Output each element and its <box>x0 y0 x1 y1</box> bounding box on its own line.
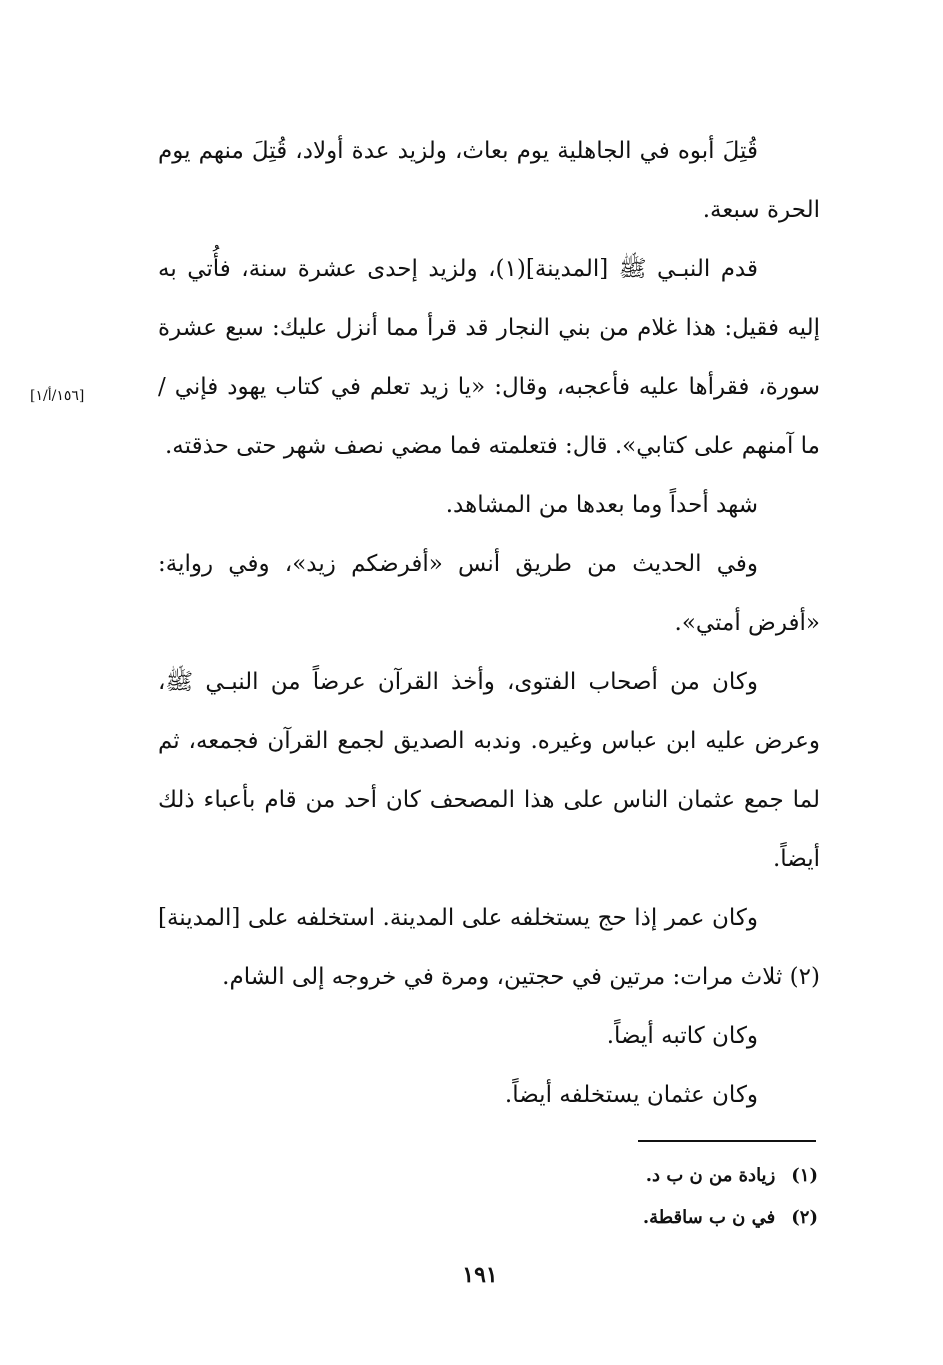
paragraph-6: وكان عمر إذا حج يستخلفه على المدينة. استخلفه على [المدينة](٢) ثلاث مرات: مرتين في حجتين، ومرة في خروجه إلى الشام. <box>158 905 820 990</box>
footnote-separator <box>638 1140 816 1142</box>
footnote-1 <box>400 1155 818 1197</box>
paragraph-4: وفي الحديث من طريق أنس «أفرضكم زيد»، وفي رواية: «أفرض أمتي». <box>158 551 820 636</box>
footnotes <box>400 1155 818 1239</box>
footnote-text: في ن ب ساقطة. <box>642 1207 776 1228</box>
footnote-number: (٢) <box>791 1207 818 1228</box>
footnote-text: زيادة من ن ب د. <box>645 1165 776 1186</box>
paragraph-1: قُتِلَ أبوه في الجاهلية يوم بعاث، ولزيد عدة أولاد، قُتِلَ منهم يوم الحرة سبعة. <box>158 138 820 223</box>
paragraph-8: وكان عثمان يستخلفه أيضاً. <box>504 1082 758 1108</box>
paragraph-3: شهد أحداً وما بعدها من المشاهد. <box>445 492 758 518</box>
paragraph-5: وكان من أصحاب الفتوى، وأخذ القرآن عرضاً من النبـي ﷺ، وعرض عليه ابن عباس وغيره. وندبه الصديق لجمع القرآن فجمعه، ثم لما جمع عثمان الناس على هذا المصحف كان أحد من قام بأعباء ذلك أيضاً. <box>158 669 820 872</box>
main-text <box>158 122 820 1125</box>
paragraph-7: وكان كاتبه أيضاً. <box>606 1023 758 1049</box>
page-number: ١٩١ <box>462 1262 498 1288</box>
footnote-2 <box>400 1197 818 1239</box>
footnote-number: (١) <box>791 1165 818 1186</box>
manuscript-folio-reference: [١٥٦/أ/١] <box>30 388 85 404</box>
paragraph-2: قدم النبـي ﷺ [المدينة](١)، ولزيد إحدى عشرة سنة، فأُتي به إليه فقيل: هذا غلام من بني النجار قد قرأ مما أنزل عليك: سبع عشرة سورة، فقرأها عليه فأعجبه، وقال: «يا زيد تعلم في كتاب يهود فإني / ما آمنهم على كتابي». قال: فتعلمته فما مضي نصف شهر حتى حذقته. <box>158 256 820 459</box>
